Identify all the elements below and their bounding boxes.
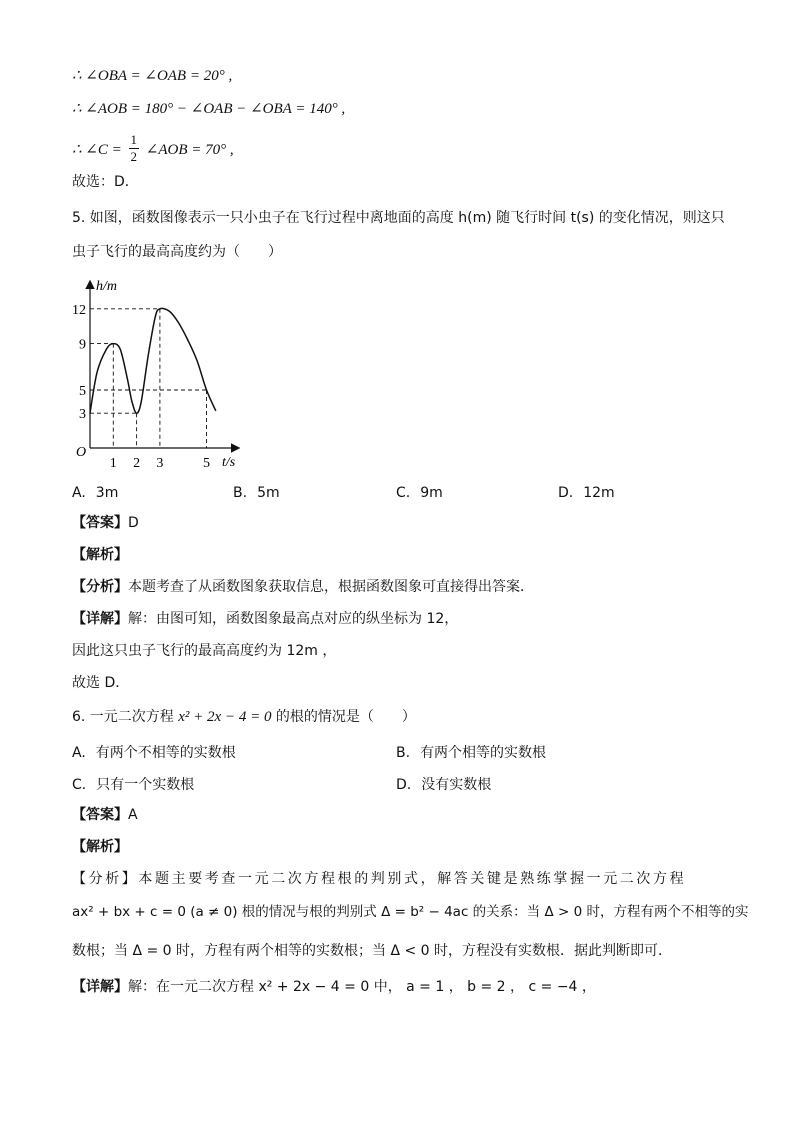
height-curve — [90, 308, 216, 413]
q5-therefore: 因此这只虫子飞行的最高高度约为 12m ， — [72, 643, 337, 659]
answer-tag: 【答案】 — [72, 807, 128, 823]
fraction-denominator: 2 — [130, 149, 137, 164]
q6-analysis-tag: 【解析】 — [72, 839, 128, 855]
x-tick-label: 1 — [109, 456, 117, 471]
q6-option-d — [396, 775, 491, 795]
x-tick-label: 2 — [133, 456, 141, 471]
q6-fenxi-line-3: 数根；当 Δ = 0 时，方程有两个相等的实数根；当 Δ < 0 时，方程没有实数根．据此判断即可． — [72, 943, 673, 959]
q5-analysis-tag: 【解析】 — [72, 547, 128, 563]
option-text: 没有实数根 — [421, 777, 492, 793]
option-label: D. — [396, 777, 412, 793]
fenxi-tag: 【分析】 — [72, 579, 128, 595]
q5-option-c — [396, 483, 443, 503]
answer-value: D — [128, 515, 139, 531]
q5-fenxi — [72, 577, 534, 597]
derivation-line-3 — [72, 132, 234, 166]
xiangjie-tag: 【详解】 — [72, 611, 128, 627]
y-tick-label: 5 — [79, 384, 86, 399]
derivation-line-3-suffix: ∠AOB = 70° , — [145, 142, 234, 158]
q6-xiangjie — [72, 977, 596, 997]
origin-label: O — [76, 445, 87, 460]
q6-equation: x² + 2x − 4 = 0 — [178, 709, 272, 725]
q5-choose: 故选 D． — [72, 675, 130, 691]
option-label: A. — [72, 745, 86, 761]
q6-option-c — [72, 775, 194, 795]
q6-fenxi-line-1: 【分析】本题主要考查一元二次方程根的判别式，解答关键是熟练掌握一元二次方程 — [72, 871, 687, 887]
derivation-line-2: ∴ ∠AOB = 180° − ∠OAB − ∠OBA = 140° , — [72, 101, 346, 117]
q5-option-d — [558, 483, 615, 503]
q6-stem — [72, 707, 416, 727]
y-axis-label: h/m — [96, 279, 117, 294]
option-text: 9m — [420, 485, 443, 501]
y-tick-label: 9 — [79, 337, 86, 353]
option-label: D. — [558, 485, 574, 501]
derivation-line-3-prefix: ∴ ∠C = — [72, 142, 122, 158]
option-text: 3m — [95, 485, 119, 501]
q6-option-a — [72, 743, 236, 763]
height-time-graph — [60, 270, 260, 475]
option-text: 只有一个实数根 — [96, 777, 195, 793]
q5-option-a — [72, 483, 118, 503]
option-text: 有两个相等的实数根 — [420, 745, 547, 761]
xiangjie-tag: 【详解】 — [72, 979, 128, 995]
option-label: C. — [396, 485, 411, 501]
q6-stem-suffix: 的根的情况是（ ） — [275, 709, 416, 725]
x-tick-label: 3 — [156, 456, 164, 471]
option-label: A. — [72, 485, 86, 501]
q5-option-b — [233, 483, 280, 503]
option-text: 有两个不相等的实数根 — [95, 745, 236, 761]
option-label: B. — [233, 485, 248, 501]
fraction-numerator: 1 — [130, 132, 137, 147]
derivation-line-1: ∴ ∠OBA = ∠OAB = 20° , — [72, 68, 233, 84]
x-axis-label: t/s — [222, 455, 236, 470]
xiangjie-text: 解：在一元二次方程 x² + 2x − 4 = 0 中， a = 1 ， b = 2 ， c = −4 ， — [128, 979, 596, 995]
q5-xiangjie — [72, 609, 458, 629]
y-tick-label: 3 — [79, 407, 86, 423]
answer-tag: 【答案】 — [72, 515, 128, 531]
x-tick-label: 5 — [203, 456, 210, 471]
option-text: 5m — [257, 485, 280, 501]
y-tick-label: 12 — [72, 302, 86, 318]
fenxi-text: 本题考查了从函数图象获取信息，根据函数图象可直接得出答案． — [128, 579, 534, 595]
choose-answer-line: 故选：D． — [72, 174, 139, 190]
option-label: B. — [396, 745, 411, 761]
option-label: C. — [72, 777, 87, 793]
fraction — [129, 132, 140, 165]
q6-fenxi-line-2: ax² + bx + c = 0 (a ≠ 0) 根的情况与根的判别式 Δ = b² − 4ac 的关系：当 Δ > 0 时，方程有两个不相等的实 — [72, 904, 749, 920]
q5-stem-line-2: 虫子飞行的最高高度约为（ ） — [72, 244, 282, 260]
q6-answer — [72, 805, 138, 825]
option-text: 12m — [583, 485, 615, 501]
q5-answer — [72, 513, 139, 533]
q6-stem-prefix: 6. 一元二次方程 — [72, 709, 174, 725]
q6-option-b — [396, 743, 546, 763]
q5-stem-line-1: 5. 如图，函数图像表示一只小虫子在飞行过程中离地面的高度 h(m) 随飞行时间 t(s) 的变化情况，则这只 — [72, 210, 725, 226]
answer-value: A — [128, 807, 138, 823]
xiangjie-text: 解：由图可知，函数图象最高点对应的纵坐标为 12， — [128, 611, 459, 627]
